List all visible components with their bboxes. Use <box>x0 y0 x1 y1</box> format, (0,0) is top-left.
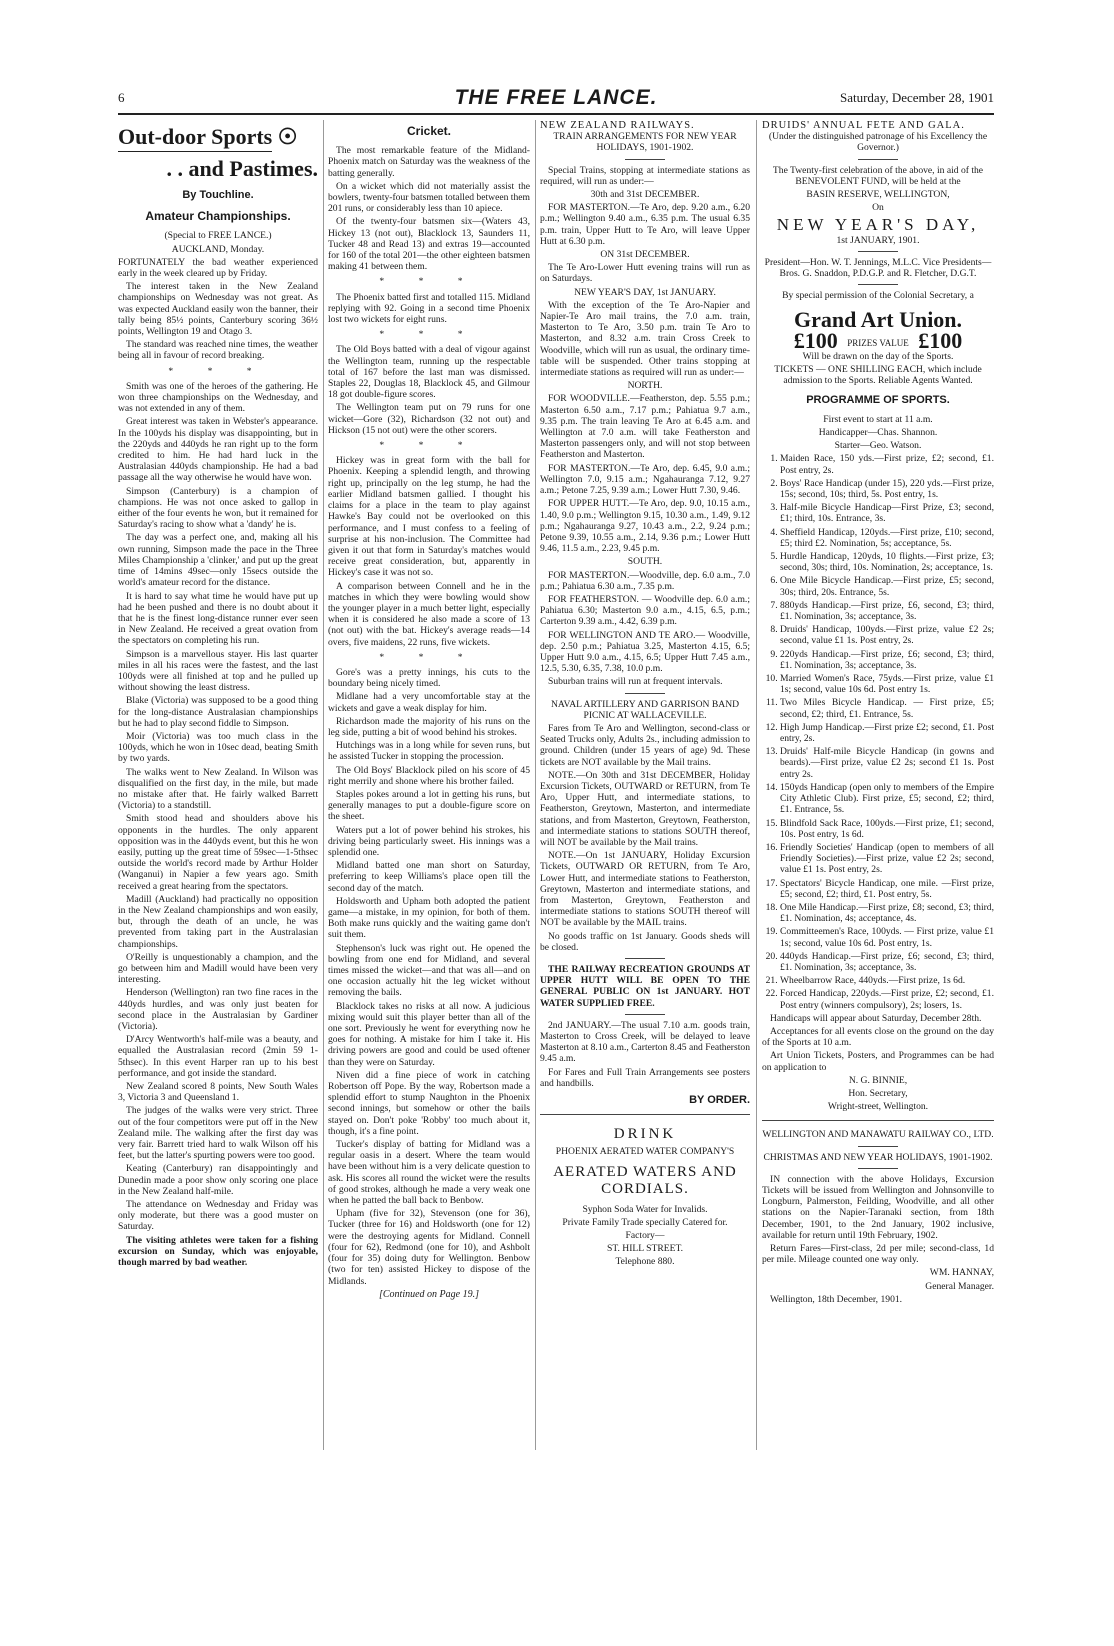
list-item: 14. 150yds Handicap (open only to members of the Empire City Athletic Club). First prize, £5; second, £2; third, £1. Entrance, 5s. <box>780 782 994 816</box>
list-item: 10. Married Women's Race, 75yds.—First prize, value £1 1s; second, value 10s 6d. Post entry 1s. <box>780 673 994 695</box>
signed: WM. HANNAY, <box>929 1267 994 1279</box>
paragraph: The Te Aro-Lower Hutt evening trains will run as on Saturdays. <box>540 262 750 285</box>
subheading: 30th and 31st DECEMBER. <box>590 189 700 201</box>
paragraph: FOR FEATHERSTON. — Woodville dep. 6.0 a.m.; Pahiatua 6.30; Masterton 9.0 a.m., 4.15, 6.5, p.m.; Carterton 9.39 a.m., 4.42, 6.39 p.m. <box>540 593 750 628</box>
list-item: 7. 880yds Handicap.—First prize, £6, second, £3; third, £1. Nomination, 3s; acceptance, 3s. <box>780 600 994 622</box>
railways-title: NEW ZEALAND RAILWAYS. <box>540 120 695 131</box>
subheading: NAVAL ARTILLERY AND GARRISON BAND PICNIC AT WALLACEVILLE. <box>550 698 740 721</box>
list-item: 16. Friendly Societies' Handicap (open to members of all Friendly Societies).—First prize, value £2 2s; second, value £1 1s. Post entry, 2s. <box>780 842 994 876</box>
role: General Manager. <box>925 1280 994 1292</box>
paragraph: NOTE.—On 30th and 31st DECEMBER, Holiday Excursion Tickets, OUTWARD or RETURN, from Te Aro, Upper Hutt, and intermediate stations, to Featherston, Greytown, Masterton, and intermediate stations, and from Masterton, Greytown, Featherston, and intermediate stations to stations SOUTH thereof, will NOT be available by the Mail trains. <box>540 769 750 848</box>
grand-art-union: Grand Art Union. <box>793 307 963 333</box>
list-item: 9. 220yds Handicap.—First prize, £6; second, £3; third, £1. Nomination, 3s; acceptance, 3s. <box>780 649 994 671</box>
paragraph: Stephenson's luck was right out. He opened the bowling from one end for Midland, and several times missed the wicket—and that was all—and on one occasion actually hit the leg wicket without removing the bails. <box>328 942 530 999</box>
section-heading: Amateur Championships. <box>145 209 291 224</box>
paragraph: A comparison between Connell and he in the matches in which they were bowling would show the younger player in a much better light, especially when it is considered he also made a score of 13 (not out) with the bat. Hickey's average reads—14 overs, five maidens, 22 runs, five wickets. <box>328 580 530 648</box>
railways-column <box>540 120 750 1270</box>
paragraph: The day was a perfect one, and, making all his own running, Simpson made the pace in the Three Miles Championship a 'clinker,' and put up the great time of 14mins 49sec—only 15secs outside the world's amateur record for the distance. <box>118 532 318 589</box>
separator-dots: * * * <box>379 651 479 663</box>
list-item: 1. Maiden Race, 150 yds.—First prize, £2; second, £1. Post entry, 2s. <box>780 453 994 475</box>
paragraph: The Old Boys batted with a deal of vigour against the Wellington team, running up the respectable total of 167 before the last man was dismissed. Staples 22, Douglas 18, Blacklock 45, and Gilmour 18 got double-figure scores. <box>328 344 530 401</box>
list-item: 11. Two Miles Bicycle Handicap. — First prize, £5; second, £2; third, £1. Entrance, 5s. <box>780 697 994 719</box>
divider <box>858 1146 898 1147</box>
paragraph: FOR MASTERTON.—Woodville, dep. 6.0 a.m., 7.0 p.m.; Pahiatua 6.30 a.m., 7.35 p.m. <box>540 569 750 592</box>
paragraph: Art Union Tickets, Posters, and Programmes can be had on application to <box>762 1050 994 1073</box>
paragraph: Great interest was taken in Webster's appearance. In the 100yds his display was disappointing, but in the 220yds and 440yds he ran right up to the form credited to him. He had hard luck in the Australasian 440yds championship. He had a bad passage all the way otherwise he would have won. <box>118 416 318 484</box>
paragraph: D'Arcy Wentworth's half-mile was a beauty, and equalled the Australasian record (2min 59 1-5thsec). In this event Harper ran up to his best performance, and got inside the standard. <box>118 1034 318 1079</box>
paragraph: Hutchings was in a long while for seven runs, but he assisted Tucker in stopping the procession. <box>328 740 530 763</box>
paragraph: FOR MASTERTON.—Te Aro, dep. 6.45, 9.0 a.m.; Wellington 7.0, 9.15 a.m.; Ngahauranga 7.12, 9.27 a.m.; Petone 7.25, 9.39 a.m.; Lower Hutt 7.30, 9.46. <box>540 462 750 497</box>
prize-word: PRIZES VALUE <box>847 337 909 348</box>
paragraph: FOR WOODVILLE.—Featherston, dep. 5.55 p.m.; Masterton 6.50 a.m., 7.17 p.m.; Pahiatua 9.7 a.m., 9.35 p.m. The train leaving Te Aro at 6.45 a.m. and Wellington at 7.0 a.m. will take Featherston and Masterton passengers only, and will not stop between Featherston and Masterton. <box>540 393 750 461</box>
druids-patronage: (Under the distinguished patronage of his Excellency the Governor.) <box>768 131 988 154</box>
list-item: 20. 440yds Handicap.—First prize, £6; second, £3; third, £1. Nomination, 3s; acceptance, 3s. <box>780 951 994 973</box>
page-header <box>118 88 994 110</box>
paragraph: Upham (five for 32), Stevenson (one for 36), Tucker (three for 16) and Holdsworth (one for 12) were the destroying agents for Midland. Connell (four for 62), Redmond (one for 10), and Ashbolt (four for 35) doing duty for Wellington. Benbow (two for ten) assisted Hickey to dispose of the Midlands. <box>328 1208 530 1287</box>
paragraph: It is hard to say what time he would have put up had he been pushed and there is no doubt about it that he is the finest long-distance runner ever seen in New Zealand. He received a great ovation from the spectators on completing his run. <box>118 590 318 647</box>
separator-dots: * * * <box>168 365 268 377</box>
paragraph: Smith stood head and shoulders above his opponents in the hurdles. The only apparent opposition was in the 440yds event, but this he won easily, putting up the great time of 59sec—1-5thsec outside the world's record made by Arthur Holder (Wanganui) in Napier a few years ago. Smith received a great hearing from the spectators. <box>118 813 318 892</box>
cricket-column <box>328 120 530 1300</box>
cricket-title: Cricket. <box>406 124 452 138</box>
paragraph: Staples pokes around a lot in getting his runs, but generally manages to put a double-figure score on the sheet. <box>328 788 530 823</box>
list-item: 21. Wheelbarrow Race, 440yds.—First prize, 1s 6d. <box>780 975 994 986</box>
manawatu-subtitle: CHRISTMAS AND NEW YEAR HOLIDAYS, 1901-1902. <box>763 1151 993 1163</box>
druids-title: DRUIDS' ANNUAL FETE AND GALA. <box>762 120 965 131</box>
railways-subtitle: TRAIN ARRANGEMENTS FOR NEW YEAR HOLIDAYS, 1901-1902. <box>553 131 737 154</box>
sports-column <box>118 120 318 1270</box>
paragraph: The most remarkable feature of the Midland-Phoenix match on Saturday was the weakness of the batting generally. <box>328 145 530 179</box>
paragraph: FOR MASTERTON.—Te Aro, dep. 9.20 a.m., 6.20 p.m.; Wellington 9.40 a.m., 6.35 p.m. The usual 6.35 p.m. train, Upper Hutt to Te Aro, will leave Upper Hutt at 6.30 p.m. <box>540 202 750 247</box>
druids-day: NEW YEAR'S DAY, <box>776 215 980 235</box>
subheading: NEW YEAR'S DAY, 1st JANUARY. <box>574 286 716 298</box>
prize-right: £100 <box>918 328 963 354</box>
handicapper: Handicapper—Chas. Shannon. <box>818 427 938 438</box>
by-order: BY ORDER. <box>689 1094 750 1107</box>
paragraph: No goods traffic on 1st January. Goods sheds will be closed. <box>540 930 750 953</box>
paragraph: Simpson is a marvellous stayer. His last quarter miles in all his races were the fastest, and the last 100yds were all finished at top and he pulled up without showing the least distress. <box>118 648 318 694</box>
issue-date: Saturday, December 28, 1901 <box>839 90 994 105</box>
paragraph: Blacklock takes no risks at all now. A judicious mixing would suit this player better than all of the one sort. Previously he went for everything now he goes for nothing. A mistake for him I take it. His driving powers are good and could be used oftener than they were on Saturday. <box>328 1000 530 1068</box>
subheading: SOUTH. <box>627 556 663 568</box>
paragraph: Acceptances for all events close on the ground on the day of the Sports at 10 a.m. <box>762 1025 994 1049</box>
paragraph: The walks went to New Zealand. In Wilson was disqualified on the first day, in the mile, but made no mistake after that. He fairly walked Barrett (Victoria) to a standstill. <box>118 766 318 812</box>
list-item: 2. Boys' Race Handicap (under 15), 220 yds.—First prize, 15s; second, 10s; third, 5s. Post entry, 1s. <box>780 478 994 500</box>
paragraph: The Wellington team put on 79 runs for one wicket—Gore (32), Richardson (32 not out) and Hickson (15 not out) were the other scorers. <box>328 402 530 436</box>
paragraph: Tucker's display of batting for Midland was a regular oasis in a desert. Where the team would have been without him is a very delicate question to ask. His scores all round the wicket were the results of good strokes, although he made a very weak one when he patted the ball back to Benbow. <box>328 1139 530 1207</box>
list-item: 17. Spectators' Bicycle Handicap, one mile. —First prize, £5; second, £2; third, £1. Post entry, 5s. <box>780 878 994 900</box>
address: Wright-street, Wellington. <box>827 1101 929 1113</box>
paragraph: Waters put a lot of power behind his strokes, his driving being particularly sweet. His innings was a splendid one. <box>328 824 530 858</box>
subheading: NORTH. <box>627 380 663 392</box>
manawatu-title: WELLINGTON AND MANAWATU RAILWAY CO., LTD. <box>762 1129 994 1141</box>
divider <box>540 1114 750 1115</box>
paragraph: Blake (Victoria) was supposed to be a good thing for the long-distance Australasian championships but he had to play second fiddle to Simpson. <box>118 695 318 729</box>
druids-celebration: The Twenty-first celebration of the above, in aid of the BENEVOLENT FUND, will be held at the <box>772 164 984 187</box>
page-number: 6 <box>118 90 125 105</box>
list-item: 15. Blindfold Sack Race, 100yds.—First prize, £1; second, 10s. Post entry, 1s 6d. <box>780 818 994 840</box>
divider <box>858 1168 898 1169</box>
paragraph: NOTE.—On 1st JANUARY, Holiday Excursion Tickets, OUTWARD OR RETURN, from Te Aro, Lower Hutt, and intermediate stations to Featherston, Greytown, Masterton and intermediate stations, and from Masterton, Greytown, Featherston and intermediate stations to stations SOUTH thereof will NOT be available by the MAIL trains. <box>540 850 750 929</box>
drink-line: Syphon Soda Water for Invalids. <box>582 1203 708 1215</box>
header-rule <box>118 113 994 115</box>
list-item: 19. Committeemen's Race, 100yds. — First prize, value £1 1s; second, value 10s 6d. Post entry, 1s. <box>780 926 994 948</box>
divider <box>858 251 898 252</box>
paragraph: New Zealand scored 8 points, New South Wales 3, Victoria 3 and Queensland 1. <box>118 1081 318 1104</box>
paragraph: IN connection with the above Holidays, Excursion Tickets will be issued from Wellington and Johnsonville to Longburn, Palmerston, Feilding, Woodville, and all other stations on the Napier-Taranaki section, from 18th December, 1901, to the 2nd January, 1902 inclusive, available for return until 19th February, 1902. <box>762 1173 994 1241</box>
sports-title-line1: Out-door Sports ☉ <box>118 124 318 152</box>
list-item: 13. Druids' Half-mile Bicycle Handicap (in gowns and beards).—First prize, value £2 2s; second £1 1s. Post entry 2s. <box>780 746 994 780</box>
paragraph: Fares from Te Aro and Wellington, second-class or Seated Trucks only, Adults 2s., including admission to ground. Children (under 15 years of age) 9d. These tickets are NOT available by the Mail trains. <box>540 722 750 768</box>
continued-note: [Continued on Page 19.] <box>379 1288 479 1300</box>
paragraph: Return Fares—First-class, 2d per mile; second-class, 1d per mile. Mileage counted one way only. <box>762 1243 994 1266</box>
byline: By Touchline. <box>182 189 254 201</box>
separator-dots: * * * <box>379 329 479 341</box>
paragraph: Gore's was a pretty innings, his cuts to the boundary being nicely timed. <box>328 666 530 690</box>
paragraph: Niven did a fine piece of work in catching Robertson off Pope. By the way, Robertson made a splendid effort to stump Naughton in the Phoenix second innings, but somehow or other the bails stayed on. Don't poke 'Robby' too much about it, though, it's a fine point. <box>328 1069 530 1137</box>
paragraph: Special Trains, stopping at intermediate stations as required, will run as under:— <box>540 164 750 187</box>
drink-telephone: Telephone 880. <box>615 1256 675 1268</box>
paragraph: For Fares and Full Train Arrangements see posters and handbills. <box>540 1066 750 1089</box>
drink-street: ST. HILL STREET. <box>606 1243 684 1255</box>
drink-line: Private Family Trade specially Catered for. <box>562 1216 728 1228</box>
paragraph: The judges of the walks were very strict. Three out of the four competitors were put off in the New Zealand mile. The walking after the first day was very fair. Barrett tried hard to walk Wilson off his feet, but the latter's spurting powers were too good. <box>118 1105 318 1162</box>
druids-drawn: Will be drawn on the day of the Sports. <box>802 350 954 362</box>
paragraph: Handicaps will appear about Saturday, December 28th. <box>770 1012 982 1024</box>
paragraph: FOR WELLINGTON AND TE ARO.— Woodville, dep. 2.50 p.m.; Pahiatua 3.25, Masterton 4.15, 6.5; Upper Hutt 9.0 a.m., 4.15, 6.5; Upper Hutt 7.45 a.m., 12.5, 5.30, 6.35, 7.38, 10.0 p.m. <box>540 629 750 675</box>
paragraph: Hickey was in great form with the ball for Phoenix. Keeping a splendid length, and throwing right up, principally on the leg stump, he had the earlier Midland batsmen gallied. I thought his claims for a place in the team to play against Hawke's Bay could not be overlooked on this performance, and I must confess to a feeling of surprise at his non-inclusion. The Committee had given it out that form in Saturday's matches would receive great consideration, but, apparently in Hickey's case it was not so. <box>328 455 530 579</box>
paragraph: FOR UPPER HUTT.—Te Aro, dep. 9.0, 10.15 a.m., 1.40, 9.0 p.m.; Wellington 9.15, 10.30 a.m., 1.49, 9.12 p.m.; Ngahauranga 9.27, 10.43 a.m., 2.2, 9.24 p.m.; Petone 9.39, 10.55 a.m., 2.14, 9.36 p.m.; Lower Hutt 9.46, 11.5 a.m., 2.23, 9.45 p.m. <box>540 498 750 555</box>
paragraph: Henderson (Wellington) ran two fine races in the 440yds hurdles, and was only just beaten for second place in the Australasian by Gardiner (Victoria). <box>118 987 318 1033</box>
druids-permission: By special permission of the Colonial Secretary, a <box>782 290 974 302</box>
divider <box>625 159 665 160</box>
paper-title: THE FREE LANCE. <box>454 86 658 109</box>
paragraph: Moir (Victoria) was too much class in the 100yds, which he won in 10sec dead, beating Smith by two yards. <box>118 730 318 765</box>
spiral-ornament-icon: ☉ <box>277 124 298 149</box>
list-item: 6. One Mile Bicycle Handicap.—First prize, £5; second, 30s; third, 20s. Entrance, 5s. <box>780 575 994 597</box>
paragraph: The interest taken in the New Zealand championships on Wednesday was not great. As was expected Auckland easily won the banner, their tally being 85½ points, Canterbury scoring 36½ points, Wellington 19 and Otago 3. <box>118 281 318 338</box>
druids-date: 1st JANUARY, 1901. <box>836 234 920 246</box>
list-item: 22. Forced Handicap, 220yds.—First prize, £2; second, £1. Post entry (winners compulsory), 2s; losers, 1s. <box>780 988 994 1010</box>
binnie: N. G. BINNIE, <box>848 1074 908 1086</box>
secretary: Hon. Secretary, <box>848 1087 908 1099</box>
separator-dots: * * * <box>379 440 479 452</box>
paragraph: The Phoenix batted first and totalled 115. Midland replying with 92. Going in a second time Phoenix lost two wickets for eight runs. <box>328 291 530 326</box>
paragraph: On a wicket which did not materially assist the bowlers, twenty-four batsmen totalled between them 201 runs, or considerably less than 10 apiece. <box>328 180 530 215</box>
divider <box>625 693 665 694</box>
column-rule <box>323 120 324 1450</box>
list-item: 12. High Jump Handicap.—First prize £2; second, £1. Post entry, 2s. <box>780 722 994 744</box>
column-rule <box>535 120 536 1450</box>
druids-officers: President—Hon. W. T. Jennings, M.L.C. Vice Presidents—Bros. G. Snaddon, P.D.G.P. and R. Fletcher, D.G.T. <box>764 256 992 280</box>
divider <box>625 958 665 959</box>
paragraph: O'Reilly is unquestionably a champion, and the go between him and Madill would have been very interesting. <box>118 951 318 986</box>
paragraph: The Old Boys' Blacklock piled on his score of 45 right merrily and shone where his brother failed. <box>328 764 530 787</box>
prize-value <box>762 328 994 354</box>
list-item: 4. Sheffield Handicap, 120yds.—First prize, £10; second, £5; third £2. Nomination, 5s; acceptance, 5s. <box>780 527 994 549</box>
subheading: ON 31st DECEMBER. <box>600 249 690 261</box>
dateline: AUCKLAND, Monday. <box>171 243 265 255</box>
sports-title-line2: . . and Pastimes. <box>166 156 318 181</box>
starter: Starter—Geo. Watson. <box>834 440 922 452</box>
paragraph: 2nd JANUARY.—The usual 7.10 a.m. goods train, Masterton to Cross Creek, will be delayed to leave Masterton at 8.10 a.m., Carterton 8.45 and Featherston 9.45 a.m. <box>540 1019 750 1065</box>
paragraph: Richardson made the majority of his runs on the leg side, putting a bit of wood behind his strokes. <box>328 715 530 738</box>
drink-product: AERATED WATERS AND CORDIALS. <box>553 1163 737 1197</box>
paragraph: Of the twenty-four batsmen six—(Waters 43, Hickey 13 (not out), Blacklock 13, Saunders 11, Tucker 48 and Read 13) and extras 19—accounted for 160 of the total 201—the other eighteen batsmen making 41 between them. <box>328 216 530 273</box>
druids-on: On <box>872 202 884 214</box>
paragraph: THE RAILWAY RECREATION GROUNDS AT UPPER HUTT WILL BE OPEN TO THE GENERAL PUBLIC ON 1st JANUARY. HOT WATER SUPPLIED FREE. <box>540 964 750 1009</box>
separator-dots: * * * <box>379 276 479 288</box>
prize-left: £100 <box>793 328 838 354</box>
paragraph: Midland batted one man short on Saturday, preferring to keep Williams's place open till the second day of the match. <box>328 860 530 894</box>
druids-column <box>762 120 994 1307</box>
drink-title: DRINK <box>613 1126 677 1143</box>
list-item: 8. Druids' Handicap, 100yds.—First prize, value £2 2s; second, value £1 1s. Post entry, 2s. <box>780 624 994 646</box>
first-event: First event to start at 11 a.m. <box>823 413 933 425</box>
programme-heading: PROGRAMME OF SPORTS. <box>806 393 950 406</box>
divider <box>858 159 898 160</box>
paragraph: The standard was reached nine times, the weather being all in favour of record breaking. <box>118 339 318 362</box>
dated: Wellington, 18th December, 1901. <box>770 1293 903 1305</box>
paragraph: Keating (Canterbury) ran disappointingly and Dunedin made a poor show only scoring one place in the New Zealand half-mile. <box>118 1163 318 1197</box>
column-rule <box>756 120 757 1450</box>
paragraph: Madill (Auckland) had practically no opposition in the New Zealand championships and won easily, but, through the death of an uncle, he was prevented from taking part in the Australasian championships. <box>118 893 318 950</box>
paragraph: FORTUNATELY the bad weather experienced early in the week cleared up by Friday. <box>118 256 318 280</box>
druids-tickets: TICKETS — ONE SHILLING EACH, which include admission to the Sports. Reliable Agents Wanted. <box>774 364 982 387</box>
paragraph: With the exception of the Te Aro-Napier and Napier-Te Aro mail trains, the 7.0 a.m. train, Masterton to Te Aro, 3.50 p.m. train Te Aro to Masterton, and 8.32 a.m. train Cross Creek to Woodville, which will run as usual, the ordinary time-table will be suspended. Other trains stopping at intermediate stations as required will run as under:— <box>540 299 750 379</box>
paragraph: Smith was one of the heroes of the gathering. He won three championships on the Wednesday, and was not extended in any of them. <box>118 380 318 415</box>
list-item: 3. Half-mile Bicycle Handicap—First Prize, £3; second, £1; third, 10s. Entrance, 3s. <box>780 502 994 524</box>
druids-venue: BASIN RESERVE, WELLINGTON, <box>806 189 950 201</box>
paragraph: Simpson (Canterbury) is a champion of champions. He was not once asked to gallop in either of the four events he won, but it remained for Saturday's racing to show what a 'dandy' he is. <box>118 485 318 531</box>
paragraph: Holdsworth and Upham both adopted the patient game—a mistake, in my opinion, for both of them. Both make runs quickly and the waiting game don't suit them. <box>328 895 530 941</box>
drink-factory: Factory— <box>625 1230 665 1242</box>
divider <box>762 1120 994 1121</box>
special-note: (Special to FREE LANCE.) <box>164 230 272 242</box>
list-item: 5. Hurdle Handicap, 120yds, 10 flights.—First prize, £3; second, 30s; third, 10s. Nomination, 2s; acceptance, 1s. <box>780 551 994 573</box>
paragraph: The attendance on Wednesday and Friday was only moderate, but there was a good muster on Saturday. <box>118 1199 318 1233</box>
events-list <box>762 453 994 1010</box>
divider <box>625 1014 665 1015</box>
list-item: 18. One Mile Handicap.—First prize, £8; second, £3; third, £1. Nomination, 4s; acceptance, 4s. <box>780 902 994 924</box>
drink-company: PHOENIX AERATED WATER COMPANY'S <box>555 1146 735 1158</box>
paragraph: Midlane had a very uncomfortable stay at the wickets and gave a weak display for him. <box>328 691 530 714</box>
divider <box>858 284 898 285</box>
paragraph: Suburban trains will run at frequent intervals. <box>548 676 723 688</box>
paragraph: The visiting athletes were taken for a fishing excursion on Sunday, which was enjoyable, though marred by bad weather. <box>118 1234 318 1269</box>
